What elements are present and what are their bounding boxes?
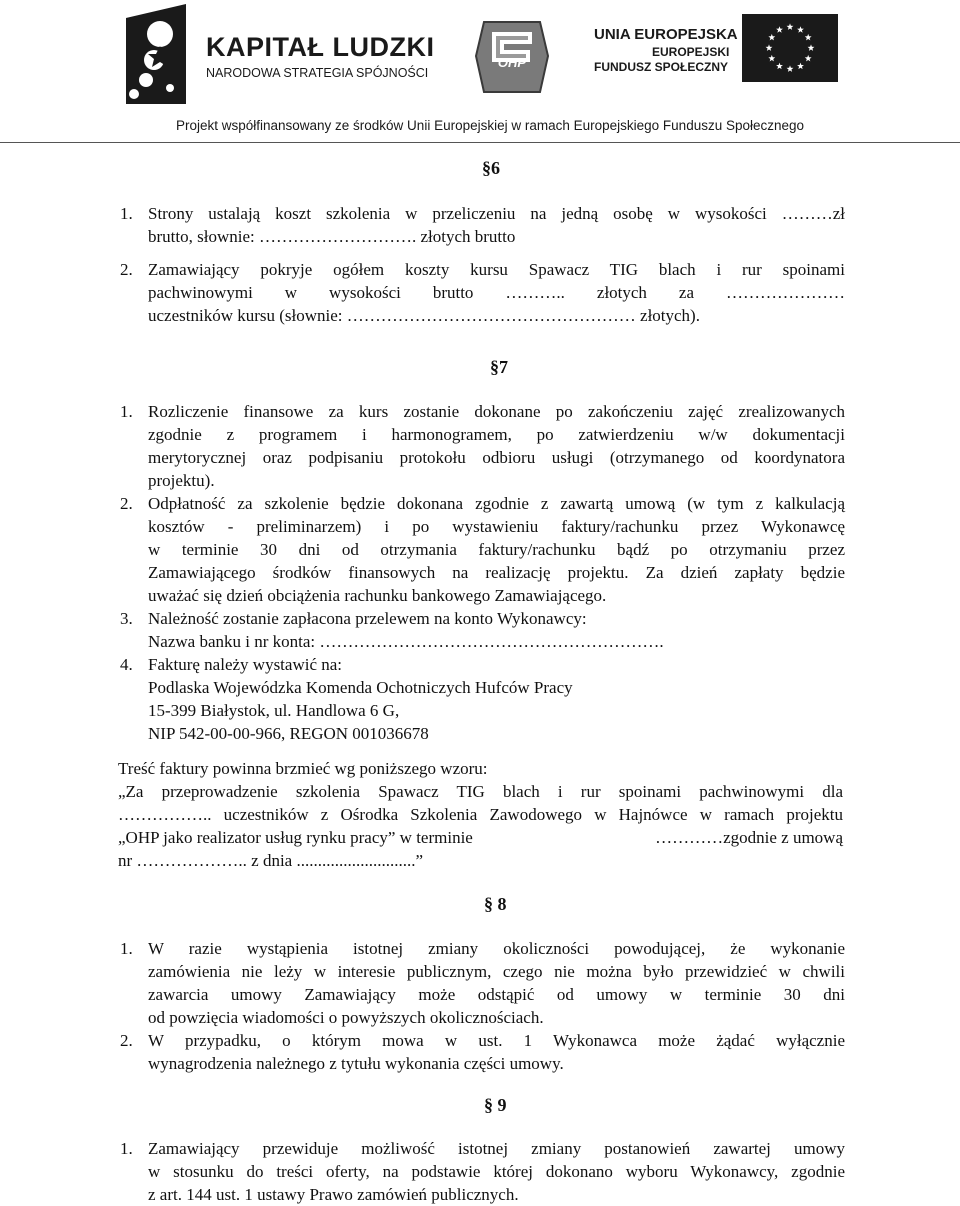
text-line: wynagrodzenia należnego z tytułu wykonania części umowy. <box>148 1054 564 1073</box>
item-number: 2. <box>120 260 133 279</box>
eu-line-1: UNIA EUROPEJSKA <box>594 26 738 43</box>
text-line: pachwinowymi w wysokości brutto ……….. złotych za ………………… <box>148 283 845 302</box>
kapital-ludzki-title: KAPITAŁ LUDZKI <box>206 32 435 62</box>
item-number: 4. <box>120 655 133 674</box>
eu-flag-icon <box>742 14 838 82</box>
text-line: Należność zostanie zapłacona przelewem na konto Wykonawcy: <box>148 609 587 628</box>
text-line: „Za przeprowadzenie szkolenia Spawacz TIG blach i rur spoinami pachwinowymi dla <box>118 782 843 801</box>
text-line: …………….. uczestników z Ośrodka Szkolenia Zawodowego w Hajnówce w ramach projektu <box>118 805 843 824</box>
list-item <box>120 1029 845 1075</box>
list-item <box>120 202 845 248</box>
text-line: w terminie 30 dni od otrzymania faktury/rachunku bądź po otrzymaniu przez <box>148 540 845 559</box>
invoice-recipient-ids: NIP 542-00-00-966, REGON 001036678 <box>148 724 429 743</box>
section-6-list <box>120 202 845 327</box>
list-item <box>120 492 845 607</box>
text-fragment: …………zgodnie z umową <box>655 828 843 847</box>
list-item <box>120 653 845 745</box>
section-9-list <box>120 1137 845 1206</box>
invoice-recipient-address: 15-399 Białystok, ul. Handlowa 6 G, <box>148 701 400 720</box>
item-number: 3. <box>120 609 133 628</box>
eu-line-2: EUROPEJSKI <box>652 45 730 59</box>
list-item <box>120 937 845 1029</box>
text-line: zawarcia umowy Zamawiający może odstąpić od umowy w terminie 30 dni <box>148 985 845 1004</box>
section-6-title: §6 <box>482 158 500 178</box>
text-line: W razie wystąpienia istotnej zmiany okoliczności powodującej, że wykonanie <box>148 939 845 958</box>
item-number: 2. <box>120 494 133 513</box>
text-line: Strony ustalają koszt szkolenia w przeliczeniu na jedną osobę w wysokości ………zł <box>148 204 845 223</box>
text-line: uważać się dzień obciążenia rachunku bankowego Zamawiającego. <box>148 586 607 605</box>
section-7-title: §7 <box>490 357 508 377</box>
kapital-ludzki-subtitle: NARODOWA STRATEGIA SPÓJNOŚCI <box>206 66 429 80</box>
text-line <box>118 826 843 849</box>
header-divider <box>0 142 960 143</box>
text-line: Zamawiającego środków finansowych na realizację projektu. Za dzień zapłaty będzie <box>148 563 845 582</box>
list-item <box>120 607 845 653</box>
page-header <box>0 0 960 148</box>
text-line: Zamawiający pokryje ogółem koszty kursu Spawacz TIG blach i rur spoinami <box>148 260 845 279</box>
section-8-title: § 8 <box>484 894 507 914</box>
text-line: z art. 144 ust. 1 ustawy Prawo zamówień publicznych. <box>148 1185 519 1204</box>
text-line: W przypadku, o którym mowa w ust. 1 Wykonawca może żądać wyłącznie <box>148 1031 845 1050</box>
ohp-label: OHP <box>497 55 527 70</box>
text-line: w stosunku do treści oferty, na podstawie której dokonano wyboru Wykonawcy, zgodnie <box>148 1162 845 1181</box>
invoice-recipient-name: Podlaska Wojewódzka Komenda Ochotniczych Hufców Pracy <box>148 678 573 697</box>
text-line: uczestników kursu (słownie: …………………………………………… złotych). <box>148 306 700 325</box>
list-item <box>120 1137 845 1206</box>
text-line: Rozliczenie finansowe za kurs zostanie dokonane po zakończeniu zajęć zrealizowanych <box>148 402 845 421</box>
text-line: kosztów - preliminarzem) i po wystawieniu faktury/rachunku przez Wykonawcę <box>148 517 845 536</box>
item-number: 1. <box>120 1139 133 1158</box>
text-fragment: „OHP jako realizator usług rynku pracy” w terminie <box>118 828 473 847</box>
bank-account-line: Nazwa banku i nr konta: ……………………………………………………. <box>148 632 664 651</box>
item-number: 1. <box>120 402 133 421</box>
item-number: 2. <box>120 1031 133 1050</box>
text-line: Treść faktury powinna brzmieć wg poniższego wzoru: <box>118 759 488 778</box>
cofinanced-notice: Projekt współfinansowany ze środków Unii Europejskiej w ramach Europejskiego Funduszu Społecznego <box>175 118 805 133</box>
section-9-title: § 9 <box>484 1095 507 1115</box>
text-line: zgodnie z programem i harmonogramem, po zatwierdzeniu w/w dokumentacji <box>148 425 845 444</box>
text-line: Zamawiający przewiduje możliwość istotnej zmiany postanowień zawartej umowy <box>148 1139 845 1158</box>
text-line: brutto, słownie: ………………………. złotych brutto <box>148 227 516 246</box>
kapital-ludzki-logo-icon <box>120 4 200 108</box>
list-item <box>120 400 845 492</box>
text-line: zamówienia nie leży w interesie publicznym, czego nie można było przewidzieć w chwili <box>148 962 845 981</box>
text-line: merytorycznej oraz podpisaniu protokołu odbioru usługi (otrzymanego od koordynatora <box>148 448 845 467</box>
list-item <box>120 258 845 327</box>
text-line: Fakturę należy wystawić na: <box>148 655 343 674</box>
text-line: Odpłatność za szkolenie będzie dokonana zgodnie z zawartą umową (w tym z kalkulacją <box>148 494 845 513</box>
section-7-list <box>120 400 845 745</box>
section-8-list <box>120 937 845 1075</box>
item-number: 1. <box>120 939 133 958</box>
eu-line-3: FUNDUSZ SPOŁECZNY <box>594 60 729 74</box>
text-line: projektu). <box>148 471 215 490</box>
text-line: nr ……………….. z dnia ............................” <box>118 851 424 870</box>
item-number: 1. <box>120 204 133 223</box>
invoice-template <box>118 757 843 872</box>
text-line: od powzięcia wiadomości o powyższych okolicznościach. <box>148 1008 544 1027</box>
